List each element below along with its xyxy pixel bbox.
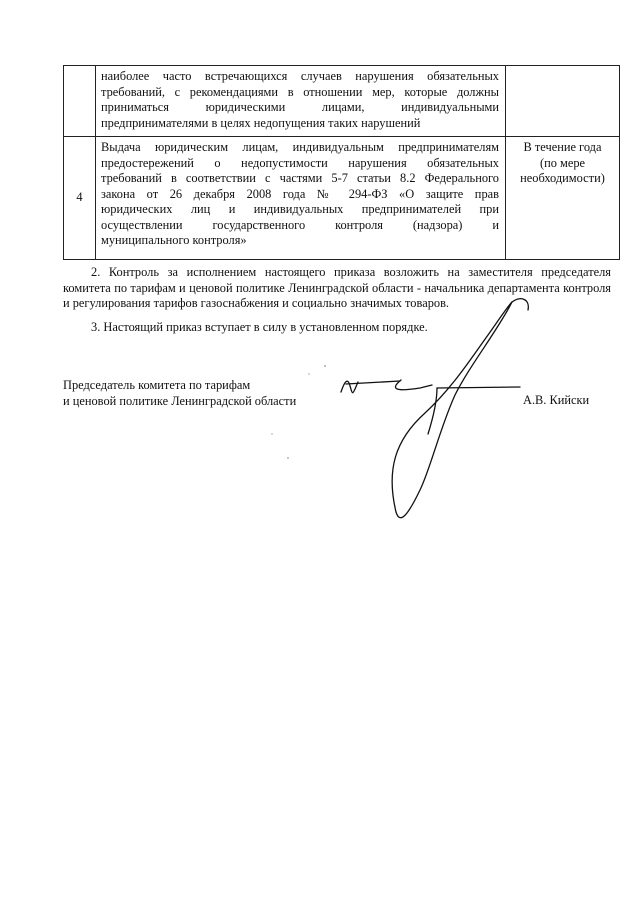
signatory-position-line: и ценовой политике Ленинградской области [63,393,297,408]
description-line: требований, с рекомендациями в отношении мер, которые должны [101,84,499,99]
signatory-name: А.В. Кийски [523,393,590,407]
term-line: необходимости) [520,171,605,185]
description-line: предостережений о недопустимости нарушения обязательных [101,155,499,170]
row-number-cell: 4 [64,137,96,260]
description-line: осуществлении государственного контроля (надзора) и [101,217,499,232]
paragraph-effective: 3. Настоящий приказ вступает в силу в установленном порядке. [91,320,428,334]
description-line: Выдача юридическим лицам, индивидуальным предпринимателям [101,140,499,154]
description-line: предпринимателями в целях недопущения таких нарушений [101,115,421,130]
description-line: требований в соответствии с частями 5-7 статьи 8.2 Федерального [101,171,499,185]
term-line: В течение года [523,140,602,154]
paragraph-control: 2. Контроль за исполнением настоящего приказа возложить на заместителя председателя комитета по тарифам и ценовой политике Ленинградской области - начальника департамента контроля и регулирования тарифов газоснабжения и социально значимых товаров. [63,265,611,310]
description-line: юридических лиц и индивидуальных предпринимателей при [101,202,499,216]
description-line: наиболее часто встречающихся случаев нарушения обязательных [101,69,499,83]
term-line: (по мере [539,155,586,170]
description-line: закона от 26 декабря 2008 года № 294-ФЗ «О защите прав [101,186,499,201]
description-line: приниматься юридическими лицами, индивидуальными [101,100,499,114]
signatory-position-line: Председатель комитета по тарифам [63,378,251,392]
description-line: муниципального контроля» [101,233,247,247]
